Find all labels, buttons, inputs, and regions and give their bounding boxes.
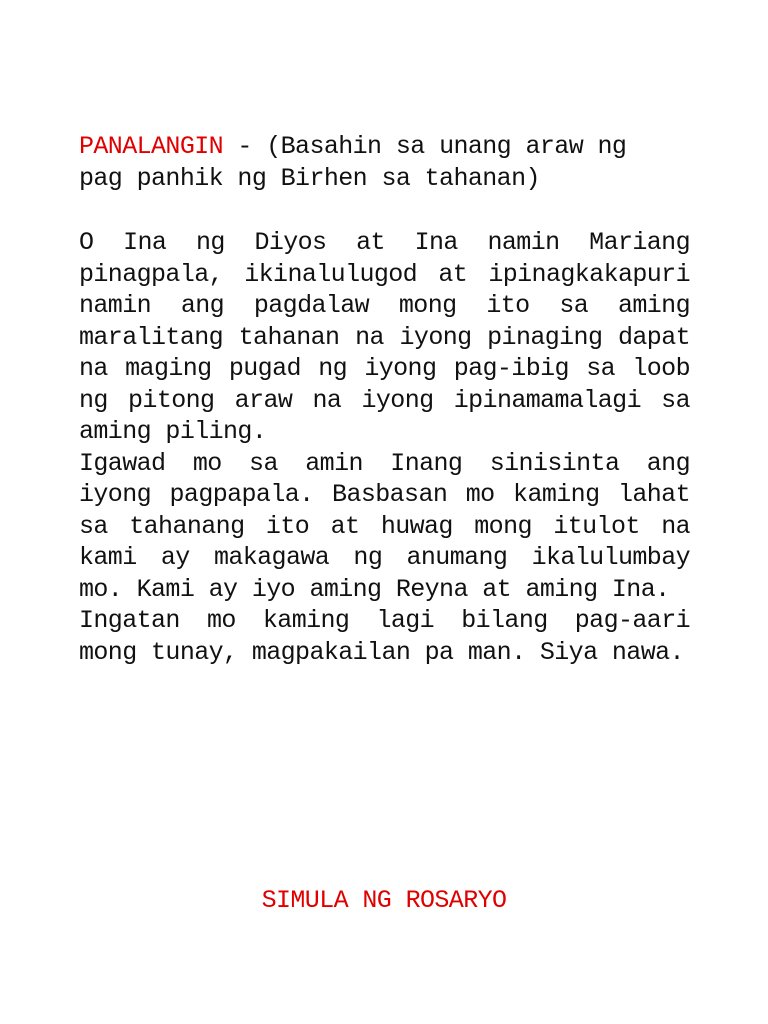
prayer-heading	[79, 131, 699, 194]
prayer-paragraph-2: Igawad mo sa amin Inang sinisinta ang iyong pagpapala. Basbasan mo kaming lahat sa tahanang ito at huwag mong itulot na kami ay makagawa ng anumang ikalulumbay mo. Kami ay iyo aming Reyna at aming Ina.	[79, 448, 690, 604]
prayer-paragraph-1: O Ina ng Diyos at Ina namin Mariang pinagpala, ikinalulugod at ipinagkakapuri namin ang pagdalaw mong ito sa aming maralitang tahanan na iyong pinaging dapat na maging pugad ng iyong pag-ibig sa loob ng pitong araw na iyong ipinamamalagi sa aming piling.	[79, 228, 690, 446]
rosary-section-title: SIMULA NG ROSARYO	[261, 886, 507, 915]
prayer-body	[79, 227, 690, 668]
prayer-paragraph-3: Ingatan mo kaming lagi bilang pag-aari mong tunay, magpakailan pa man. Siya nawa.	[79, 606, 690, 667]
prayer-instruction-line-2: pag panhik ng Birhen sa tahanan)	[79, 163, 540, 193]
prayer-title: PANALANGIN	[79, 132, 224, 161]
prayer-instruction-line-1: - (Basahin sa unang araw ng	[223, 132, 627, 161]
